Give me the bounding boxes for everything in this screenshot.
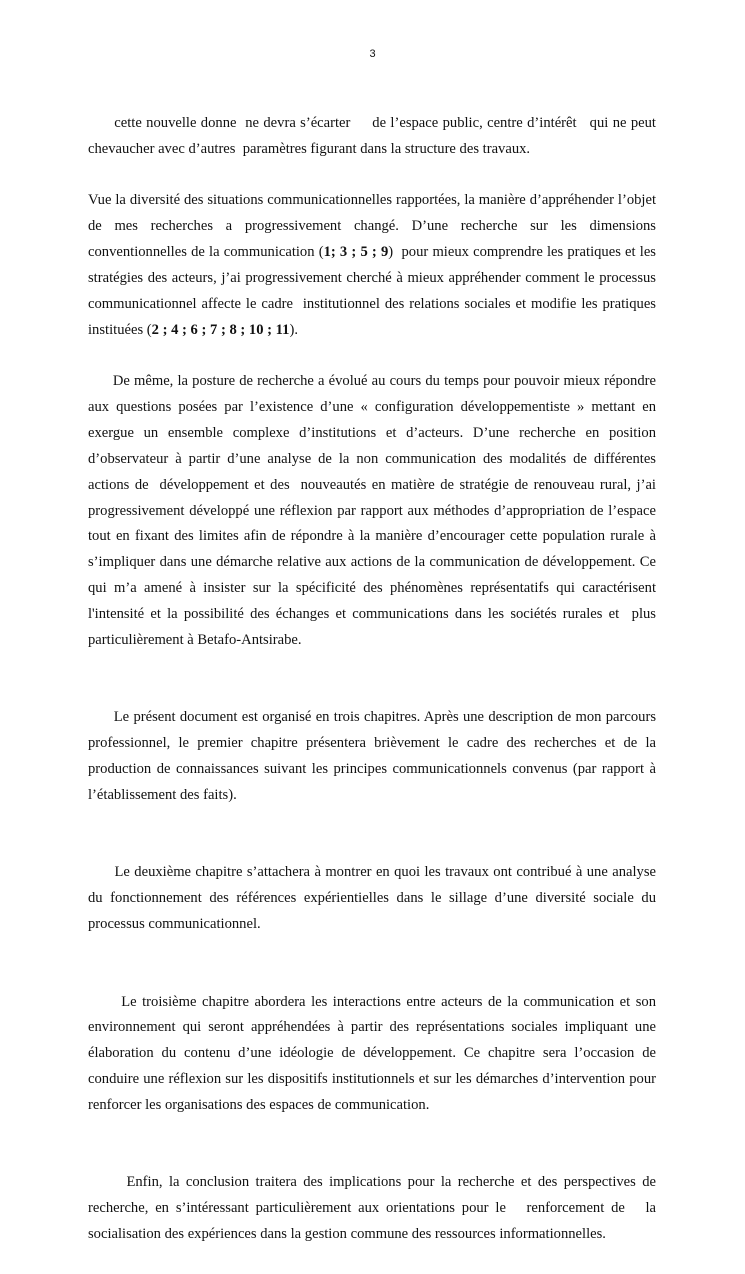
paragraph-text: Le présent document est organisé en trois chapitres. Après une description de mon parcours professionnel, le premier chapitre présentera brièvement le cadre des recherches et de la production de connaissances suivant les principes communicationnels convenus (par rapport à l’établissement des faits). bbox=[88, 709, 660, 803]
paragraph bbox=[88, 85, 660, 188]
paragraph-text: De même, la posture de recherche a évolué au cours du temps pour pouvoir mieux répondre aux questions posées par l’existence d’une « configuration développementiste » mettant en exergue un ensemble complexe d’institutions et d’acteurs. D’une recherche en position d’observateur à partir d’une analyse de la non communication des modalités de différentes actions de développement et des nouveautés en matière de stratégie de renouveau rural, j’ai progressivement développé une réflexion par rapport aux méthodes d’appropriation de l’espace tout en fixant des limites afin de répondre à la manière d’encourager cette population rurale à s’impliquer dans une démarche relative aux actions de la communication de développement. Ce qui m’a amené à insister sur la spécificité des phénomènes représentatifs qui caractérisent l'intensité et la possibilité des échanges et communications dans les sociétés rurales et plus particulièrement à Betafo-Antsirabe. bbox=[88, 373, 660, 648]
paragraph-text: Enfin, la conclusion traitera des implications pour la recherche et des perspectives de recherche, en s’intéressant particulièrement aux orientations pour le renforcement de la socialisation des expériences dans la gestion commune des ressources informationnelles. bbox=[88, 1174, 660, 1243]
reference-numbers: 1; 3 ; 5 ; 9 bbox=[323, 244, 389, 261]
paragraph-text: Le deuxième chapitre s’attachera à montrer en quoi les travaux ont contribué à une analyse du fonctionnement des références expérientielles dans le sillage d’une diversité sociale du processus communicationnel. bbox=[88, 864, 660, 932]
paragraph bbox=[88, 834, 660, 963]
paragraph bbox=[88, 964, 660, 1145]
reference-numbers: 2 ; 4 ; 6 ; 7 ; 8 ; 10 ; 11 bbox=[151, 321, 290, 338]
paragraph bbox=[88, 679, 660, 834]
paragraph-text: cette nouvelle donne ne devra s’écarter de l’espace public, centre d’intérêt qui ne peut chevaucher avec d’autres paramètres figurant dans la structure des travaux. bbox=[88, 114, 660, 157]
paragraph-text: Le troisième chapitre abordera les interactions entre acteurs de la communication et son environnement qui seront appréhendées à partir des représentations sociales impliquant une élaboration du contenu d’une idéologie de développement. Ce chapitre sera l’occasion de conduire une réflexion sur les dispositifs institutionnels et sur les démarches d’intervention pour renforcer les organisations des espaces de communication. bbox=[88, 993, 660, 1113]
paragraph bbox=[88, 343, 660, 679]
paragraph-text: ) pour mieux comprendre les pratiques et les stratégies des acteurs, j’ai progressivement cherché à mieux appréhender comment le processus communicationnel affecte le cadre institutionnel des relations sociales et modifie les pratiques instituées ( bbox=[88, 244, 660, 338]
page-number: 3 bbox=[369, 48, 376, 60]
body-text bbox=[88, 85, 660, 1274]
paragraph bbox=[88, 1145, 660, 1274]
paragraph-text: ). bbox=[289, 321, 298, 338]
paragraph-text: Vue la diversité des situations communicationnelles rapportées, la manière d’appréhender l’objet de mes recherches a progressivement changé. D’une recherche sur les dimensions conventionnelles de la communication ( bbox=[88, 192, 660, 261]
paragraph bbox=[88, 188, 660, 343]
